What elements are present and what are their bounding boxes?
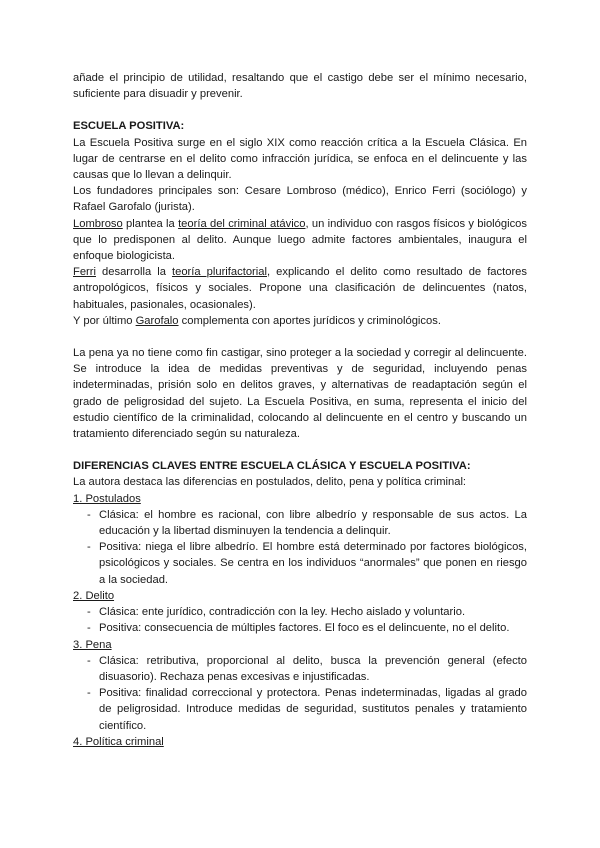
postulados-list — [73, 507, 527, 588]
atavico-theory-link: teoría del criminal atávico — [178, 217, 306, 230]
delito-positiva: Positiva: consecuencia de múltiples factores. El foco es el delincuente, no el delito. — [99, 622, 510, 635]
garofalo-text-2: complementa con aportes jurídicos y criminológicos. — [178, 314, 441, 327]
delito-clasica: Clásica: ente jurídico, contradicción con la ley. Hecho aislado y voluntario. — [99, 606, 466, 619]
dash-bullet: - — [87, 622, 91, 635]
section-title-postulados: 1. Postulados — [73, 492, 141, 505]
pena-clasica: Clásica: retributiva, proporcional al delito, busca la prevención general (efecto disuasorio). Rechaza penas excesivas e injustificadas. — [99, 654, 527, 683]
lombroso-text-1: plantea la — [122, 217, 179, 230]
garofalo-link: Garofalo — [135, 314, 179, 327]
list-item — [87, 620, 527, 636]
list-item — [87, 685, 527, 734]
delito-list — [73, 604, 527, 636]
positiva-paragraph-pena: La pena ya no tiene como fin castigar, sino proteger a la sociedad y corregir al delincuente. Se introduce la idea de medidas preventivas y de seguridad, incluyendo penas indeterminadas, prisión solo en delitos graves, y alternativas de readaptación según el grado de peligrosidad del sujeto. La Escuela Positiva, en suma, representa el inicio del estudio científico de la criminalidad, colocando al delincuente en el centro y buscando un tratamiento diferenciado según su naturaleza. — [73, 347, 527, 441]
plurifactorial-theory-link: teoría plurifactorial — [171, 266, 267, 279]
section-title-pena: 3. Pena — [73, 638, 112, 651]
ferri-text-2: , explicando el delito como resultado de factores antropológicos, físicos y sociales. Propone una clasificación de delincuentes (natos, habituales, pasionales, ocasionales). — [73, 266, 527, 311]
diferencias-intro: La autora destaca las diferencias en postulados, delito, pena y política criminal: — [73, 476, 467, 489]
positiva-paragraph-founders: Los fundadores principales son: Cesare Lombroso (médico), Enrico Ferri (sociólogo) y Rafael Garofalo (jurista). — [73, 185, 527, 214]
section-title-delito: 2. Delito — [73, 589, 115, 602]
list-item — [87, 539, 527, 588]
intro-continuation: añade el principio de utilidad, resaltando que el castigo debe ser el mínimo necesario, suficiente para disuadir y prevenir. — [73, 72, 527, 101]
ferri-link: Ferri — [73, 266, 96, 279]
postulados-positiva: Positiva: niega el libre albedrío. El hombre está determinado por factores biológicos, psicológicos y sociales. Se centra en los individuos “anormales” que ponen en riesgo a la sociedad. — [99, 541, 527, 586]
dash-bullet: - — [87, 654, 91, 667]
positiva-paragraph-garofalo — [73, 313, 527, 329]
pena-positiva: Positiva: finalidad correccional y protectora. Penas indeterminadas, ligadas al grado de peligrosidad. Introduce medidas de seguridad, sustitutos penales y tratamiento científico. — [99, 687, 527, 732]
dash-bullet: - — [87, 687, 91, 700]
postulados-clasica: Clásica: el hombre es racional, con libre albedrío y responsable de sus actos. La educación y la libertad disminuyen la tendencia a delinquir. — [99, 508, 527, 538]
dash-bullet: - — [87, 508, 91, 521]
ferri-text-1: desarrolla la — [96, 266, 172, 279]
list-item — [87, 653, 527, 685]
garofalo-text-1: Y por último — [73, 314, 136, 327]
positiva-paragraph-lombroso — [73, 216, 527, 265]
lombroso-link: Lombroso — [73, 217, 123, 230]
positiva-paragraph-1: La Escuela Positiva surge en el siglo XIX como reacción crítica a la Escuela Clásica. En lugar de centrarse en el delito como infracción jurídica, se enfoca en el delincuente y las causas que lo llevan a delinquir. — [73, 136, 527, 182]
list-item — [87, 507, 527, 539]
heading-escuela-positiva: ESCUELA POSITIVA: — [73, 120, 185, 133]
list-item — [87, 604, 527, 620]
positiva-paragraph-ferri — [73, 264, 527, 313]
pena-list — [73, 653, 527, 734]
lombroso-text-2: , un individuo con rasgos físicos y biológicos que lo predisponen al delito. Aunque luego admite factores ambientales, inaugura el enfoque biologicista. — [73, 217, 528, 263]
heading-diferencias: DIFERENCIAS CLAVES ENTRE ESCUELA CLÁSICA Y ESCUELA POSITIVA: — [73, 460, 471, 473]
dash-bullet: - — [87, 606, 91, 619]
section-title-politica-criminal: 4. Política criminal — [73, 735, 164, 748]
dash-bullet: - — [87, 541, 91, 554]
